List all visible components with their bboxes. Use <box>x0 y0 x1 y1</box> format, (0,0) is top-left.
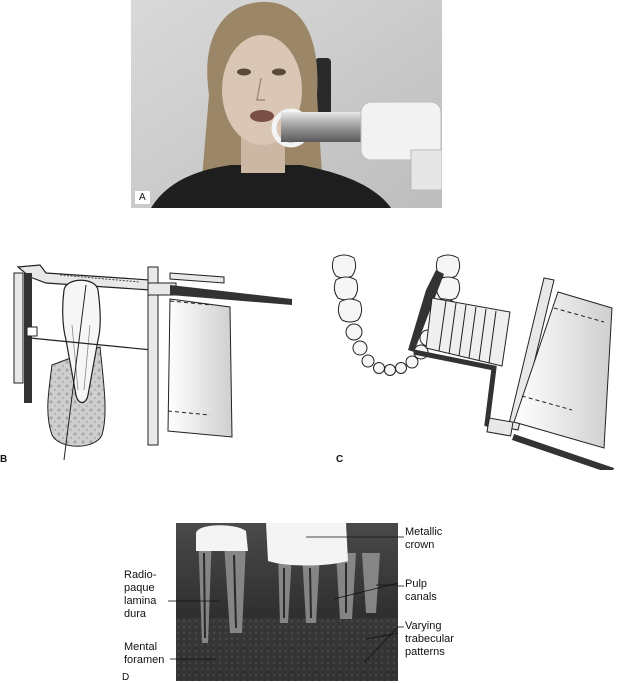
annotation-varying-trabecular: Varying trabecular patterns <box>405 620 454 658</box>
panel-c-label: C <box>336 454 344 465</box>
annotation-metallic-crown: Metallic crown <box>405 526 443 551</box>
panel-b-label: B <box>0 454 8 465</box>
annotation-pulp-canals: Pulp canals <box>405 578 437 603</box>
annotation-radiopaque-lamina: Radio- paque lamina dura <box>124 569 157 620</box>
annotation-mental-foramen: Mental foramen <box>124 641 165 666</box>
panel-a-label: A <box>135 191 150 204</box>
panel-d-label: D <box>122 672 130 683</box>
